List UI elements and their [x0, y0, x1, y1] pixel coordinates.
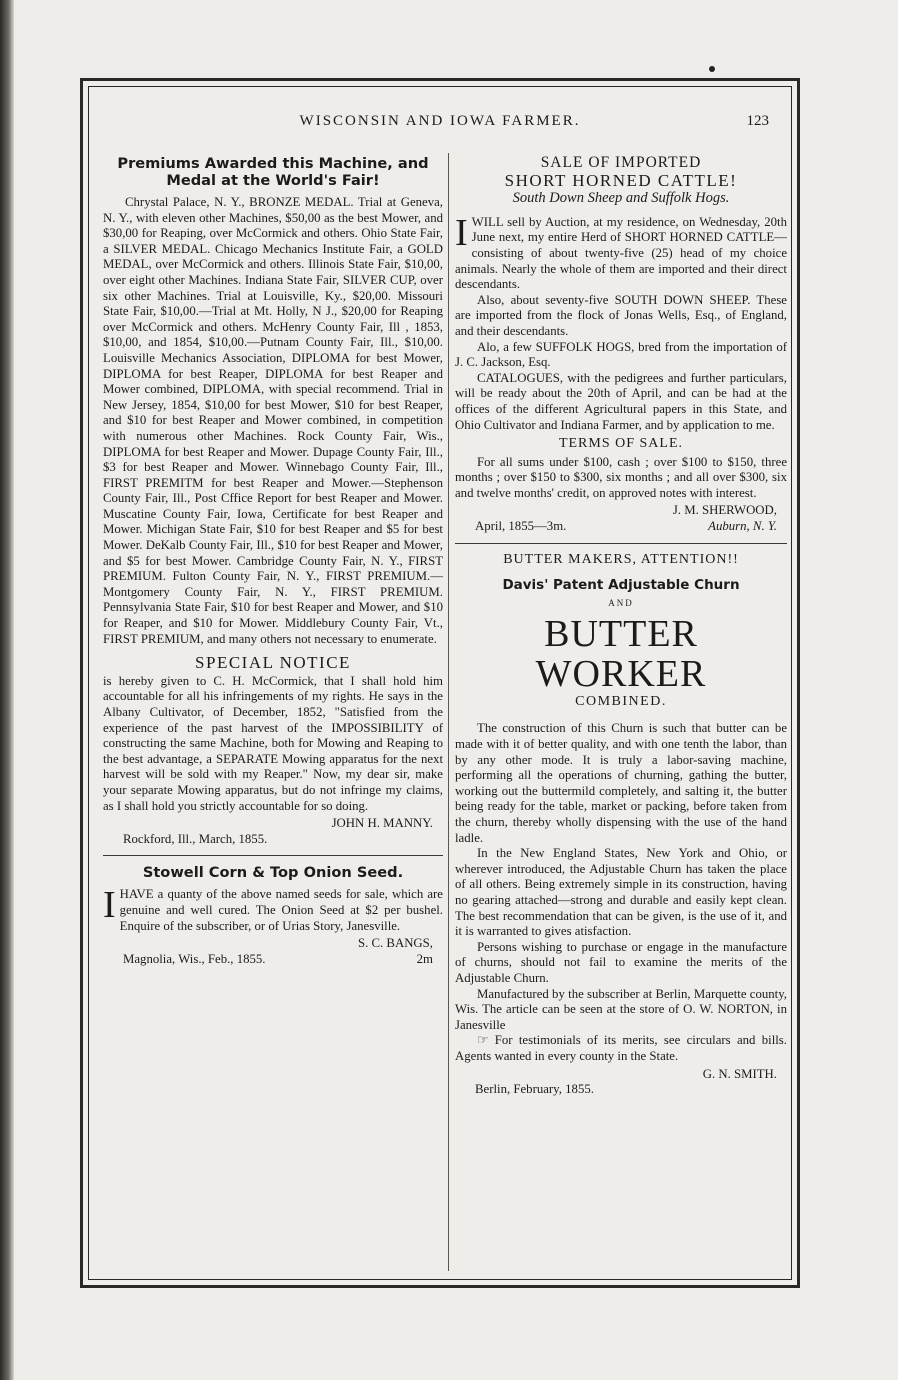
divider — [103, 855, 443, 856]
butter-paragraph-4: Manufactured by the subscriber at Berlin, Marquette county, Wis. The article can be seen at the store of O. W. NORTON, in Janesville — [455, 986, 787, 1032]
sale-dropcap: I — [455, 211, 468, 254]
butter-signature: G. N. SMITH. — [702, 1066, 777, 1081]
running-head — [89, 113, 791, 135]
terms-heading: TERMS OF SALE. — [558, 436, 684, 452]
sale-dateline-place: Auburn, N. Y. — [708, 519, 777, 534]
page-edge-shadow — [0, 0, 14, 1380]
premiums-heading: Premiums Awarded this Machine, and Medal at the World's Fair! — [117, 155, 429, 189]
divider — [455, 543, 787, 544]
sale-paragraph-1: WILL sell by Auction, at my residence, on Wednesday, 20th June next, my entire Herd of SHORT HORNED CATTLE—consisting of about twenty-five (25) head of my choice animals. Nearly the whole of them are imported and their direct descendants. — [455, 214, 787, 292]
butter-dateline: Berlin, February, 1855. — [475, 1082, 594, 1097]
ink-dot — [709, 66, 715, 72]
right-column — [455, 149, 787, 1265]
stowell-dateline-place: Magnolia, Wis., Feb., 1855. — [123, 951, 266, 966]
terms-body: For all sums under $100, cash ; over $100 to $150, three months ; over $150 to $300, six months ; and all over $300, six and twelve months' credit, on approved notes with interest. — [455, 454, 787, 500]
stowell-dateline-term: 2m — [416, 951, 433, 966]
running-head-title: WISCONSIN AND IOWA FARMER. — [299, 113, 581, 129]
butter-paragraph-1: The construction of this Churn is such that butter can be made with it of better quality, and with one tenth the labor, than by any other mode. It is truly a labor-saving machine, performing all the operations of churning, gathing the butter, working out the buttermild completely, and salting it, the butter being ready for the table, market or packing, before taken from the churn, thereby wholly dispensing with the use of the hand ladle. — [455, 721, 787, 845]
butter-paragraph-2: In the New England States, New York and Ohio, or wherever introduced, the Adjustable Churn has taken the place of all others. Being extremely simple in its construction, having no gearing attached—strong and durable and easily kept clean. The best recommendation that can be given, is the use of it, and it is warranted to gives atisfaction. — [455, 846, 787, 939]
sale-paragraph-4: CATALOGUES, with the pedigrees and further particulars, will be ready about the 20th of April, and can be had at the offices of the different Agricultural papers in this State, and Ohio Cultivator and Indiana Farmer, and by application to me. — [455, 370, 787, 432]
butter-paragraph-5: ☞ For testimonials of its merits, see circulars and bills. Agents wanted in every county in the State. — [455, 1033, 787, 1063]
sale-heading-1: SALE OF IMPORTED — [540, 154, 702, 171]
sale-subheading: South Down Sheep and Suffolk Hogs. — [512, 190, 730, 207]
sale-paragraph-2: Also, about seventy-five SOUTH DOWN SHEEP. These are imported from the flock of Jonas Wells, Esq., of England, and their descendants. — [455, 292, 787, 338]
sale-dateline-date: April, 1855—3m. — [475, 519, 567, 534]
column-rule — [448, 153, 449, 1271]
premiums-body: Chrystal Palace, N. Y., BRONZE MEDAL. Trial at Geneva, N. Y., with eleven other Machines, $50,00 as the best Mower, and $30,00 for Reaping, over McCormick and others. Ohio State Fair, a SILVER MEDAL. Chicago Mechanics Institute Fair, a GOLD MEDAL, over McCormick and others. Illinois State Fair, $10,00, over eight other Machines. Indiana State Fair, SILVER CUP, over six other Machines. Trial at Louisville, Ky., $20,00. Missouri State Fair, $10,00.—Trial at Mt. Holly, N J., $20,00 for Reaping over McCormick and others. McHenry County Fair, Ill , 1853, $10,00, and 1854, $10,00.—Putnam County Fair, Ill., $10,00. Louisville Mechanics Association, DIPLOMA for best Mower, DIPLOMA for best Reaper, DIPLOMA for best Reaper and Mower combined, DIPLOMA, with special recommend. Trial in New Jersey, 1854, $10,00 for best Mower, $10 for best Reaper, and $10 for best Reaper and Mower combined, in competition with numerous other Machines. Rock County Fair, Wis., DIPLOMA for best Reaper and Mower. Dupage County Fair, Ill., $3 for best Reaper and Mower. Winnebago County Fair, Ill., FIRST PREMITM for best Reaper and Mower.—Stephenson County Fair, Ill., Post Cffice Report for best Reaper and Mower. Muscatine County Fair, Iowa, Certificate for best Reaper and Mower. Michigan State Fair, $10 for best Reaper and $5 for best Mower. DeKalb County Fair, Ill., $10 for best Reaper and Mower, and $5 for best Mower. Cambridge County Fair, N. Y., FIRST PREMIUM. Fulton County Fair, N. Y., FIRST PREMIUM.—Montgomery County Fair, N. Y., FIRST PREMIUM. Pennsylvania State Fair, $10 for best Reaper and Mower, and $10 for Reaper, and $10 for Mower. Middlebury County Fair, Vt., FIRST PREMIUM, and many others not necessary to enumerate. — [103, 195, 443, 646]
stowell-heading: Stowell Corn & Top Onion Seed. — [142, 864, 404, 882]
stowell-dateline — [103, 952, 443, 968]
butter-title: BUTTER WORKER — [535, 612, 707, 695]
sale-signature: J. M. SHERWOOD, — [672, 503, 777, 518]
page-number: 123 — [746, 113, 769, 129]
stowell-signature: S. C. BANGS, — [357, 936, 433, 951]
special-notice-dateline: Rockford, Ill., March, 1855. — [123, 831, 268, 846]
butter-and: AND — [608, 598, 634, 609]
butter-heading: BUTTER MAKERS, ATTENTION!! — [503, 551, 739, 567]
sale-dateline — [455, 519, 787, 535]
special-notice-heading: SPECIAL NOTICE — [195, 653, 351, 673]
stowell-body: HAVE a quanty of the above named seeds for sale, which are genuine and well cured. The Onion Seed at $2 per bushel. Enquire of the subscriber, or of Urias Story, Janesville. — [119, 887, 443, 933]
sale-paragraph-3: Alo, a few SUFFOLK HOGS, bred from the importation of J. C. Jackson, Esq. — [455, 339, 787, 370]
butter-paragraph-3: Persons wishing to purchase or engage in the manufacture of churns, should not fail to examine the merits of the Adjustable Churn. — [455, 939, 787, 985]
sale-heading-2: SHORT HORNED CATTLE! — [504, 170, 738, 190]
left-column — [103, 149, 443, 1265]
page-frame-inner — [88, 86, 792, 1280]
butter-subheading: Davis' Patent Adjustable Churn — [502, 577, 740, 594]
butter-combined: COMBINED. — [575, 693, 667, 709]
stowell-dropcap: I — [103, 884, 116, 927]
special-notice-signature: JOHN H. MANNY. — [331, 816, 433, 831]
page-frame — [80, 78, 800, 1288]
special-notice-body: is hereby given to C. H. McCormick, that I shall hold him accountable for all his infringements of my rights. He says in the Albany Cultivator, of December, 1852, "Satisfied from the experience of the past harvest of the IMPOSSIBILITY of constructing the same Machine, both for Mowing and Reaping to the best advantage, a SEPARATE Mowing apparatus for the next harvest will be sold with my Reaper." Now, my dear sir, make your separate Mowing apparatus, but do not infringe my claims, as I shall hold you strictly accountable for so doing. — [103, 673, 443, 813]
